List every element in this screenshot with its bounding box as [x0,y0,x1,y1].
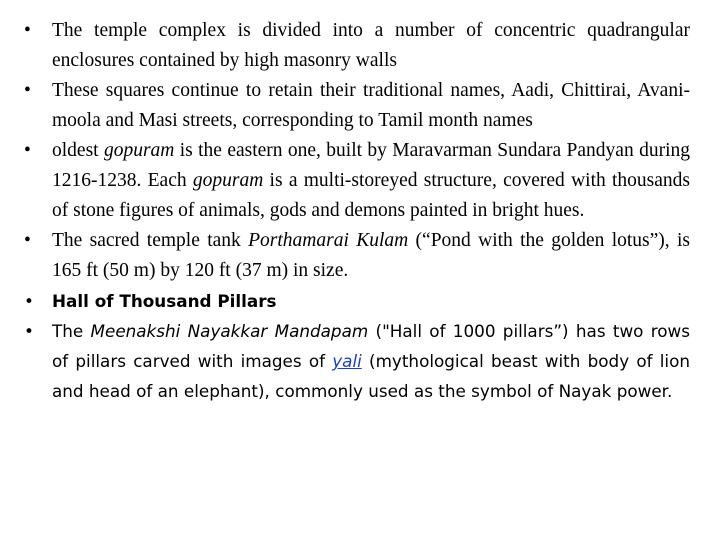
bullet-text [52,140,690,221]
bullet-item [24,226,690,286]
text-segment: (mythological beast with body of lion and head of an elephant), commonly used as the symbol of Nayak power. [52,351,690,401]
bullet-marker: • [24,230,31,251]
text-segment: These squares continue to retain their traditional names, Aadi, Chittirai, Avani-moola and Masi streets, corresponding to Tamil month names [52,80,690,131]
bullet-item [24,76,690,136]
yali-link[interactable]: yali [332,351,362,371]
text-segment: The temple complex is divided into a number of concentric quadrangular enclosures contained by high masonry walls [52,20,690,71]
bullet-text [52,321,690,401]
text-segment: oldest [52,140,104,161]
bullet-text [52,20,690,71]
bullet-marker: • [24,80,31,101]
bullet-marker: • [24,291,34,311]
bullet-marker: • [24,321,34,341]
bullet-item [24,16,690,76]
italic-term: gopuram [103,140,175,161]
bullet-marker: • [24,20,31,41]
bullet-text [52,80,690,131]
bullet-text [52,230,690,281]
bullet-item [24,286,690,316]
bullet-marker: • [24,140,31,161]
bullet-item [24,316,690,406]
italic-term: Porthamarai Kulam [248,230,409,251]
bullet-list [24,16,690,406]
italic-term: gopuram [192,170,264,191]
bullet-item [24,136,690,226]
text-segment: is a multi-storeyed structure, covered with thousands of stone figures of animals, gods and demons painted in bright hues. [52,170,691,221]
text-segment: The [52,321,91,341]
text-segment: (“Pond with the golden lotus”), is 165 ft (50 m) by 120 ft (37 m) in size. [52,230,691,281]
text-segment: ("Hall of 1000 pillars”) has two rows of pillars carved with images of [52,321,690,371]
bold-heading: Hall of Thousand Pillars [52,291,277,311]
bullet-text [52,291,277,311]
italic-term: Meenakshi Nayakkar Mandapam [90,321,369,341]
text-segment: is the eastern one, built by Maravarman Sundara Pandyan during 1216-1238. Each [52,140,690,191]
text-segment: The sacred temple tank [52,230,249,251]
